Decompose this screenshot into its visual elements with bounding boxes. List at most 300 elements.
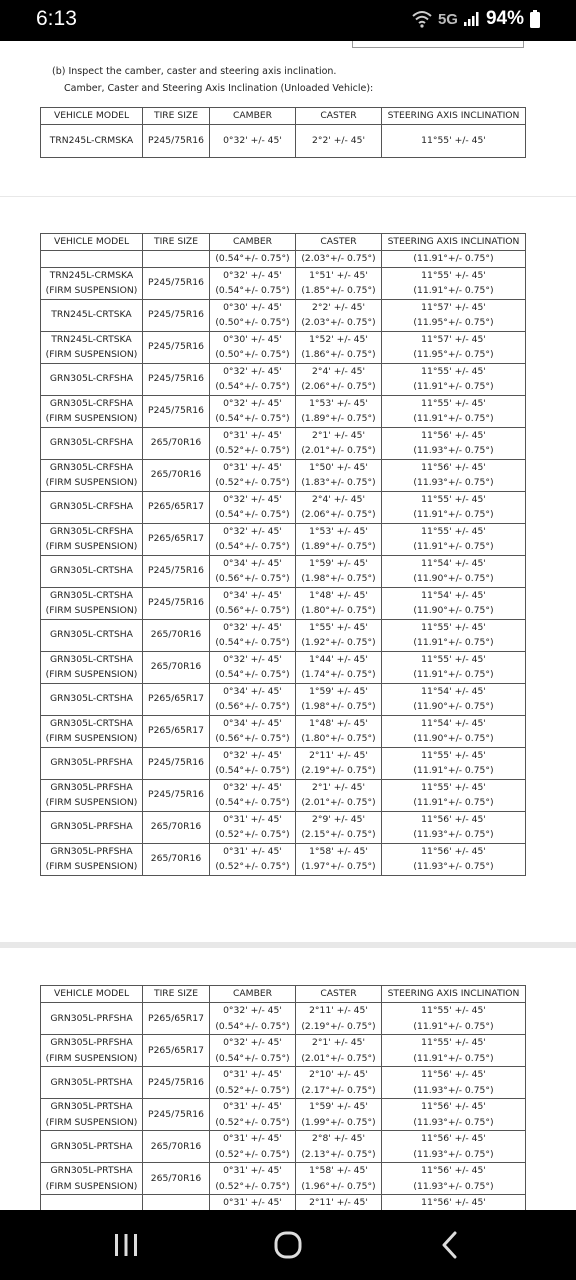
camber-cell-line: 0°32' +/- 45' xyxy=(223,1037,282,1048)
sai-cell-line: 11°56' +/- 45' xyxy=(421,1165,486,1176)
vehicle-model-cell xyxy=(41,251,143,268)
vehicle-model-cell xyxy=(41,651,143,683)
sai-cell-line: 11°55' +/- 45' xyxy=(421,525,486,537)
system-navigation-bar xyxy=(0,1210,576,1280)
camber-cell xyxy=(210,1163,296,1195)
camber-cell-line: (0.52°+/- 0.75°) xyxy=(215,829,290,840)
camber-cell xyxy=(210,395,296,427)
sai-cell-line: (11.93°+/- 0.75°) xyxy=(413,829,494,840)
caster-cell-line: (2.15°+/- 0.75°) xyxy=(301,829,376,840)
caster-cell-line: 1°44' +/- 45' xyxy=(309,653,368,665)
camber-cell xyxy=(210,747,296,779)
sai-cell-line: (11.93°+/- 0.75°) xyxy=(413,1116,494,1128)
vehicle-model-cell-line: GRN305L-CRTSHA xyxy=(50,653,133,665)
document-page-2 xyxy=(0,197,576,942)
tire-size-cell-line: P245/75R16 xyxy=(148,405,204,417)
sai-cell-line: 11°55' +/- 45' xyxy=(421,1037,486,1048)
document-page-3 xyxy=(0,948,576,1210)
camber-cell-line: (0.54°+/- 0.75°) xyxy=(215,509,290,520)
vehicle-model-cell-line: GRN305L-CRTSHA xyxy=(50,565,133,577)
camber-cell-line: 0°34' +/- 45' xyxy=(223,717,282,729)
vehicle-model-cell-line: (FIRM SUSPENSION) xyxy=(45,797,138,808)
caster-cell xyxy=(296,747,382,779)
tire-size-cell-line: P245/75R16 xyxy=(148,277,204,289)
sai-cell xyxy=(382,395,526,427)
vehicle-model-cell-line: (FIRM SUSPENSION) xyxy=(45,477,138,488)
camber-cell xyxy=(210,1195,296,1211)
table-row xyxy=(41,363,526,395)
tire-size-cell xyxy=(143,1067,210,1099)
tire-size-cell-line: P265/65R17 xyxy=(148,533,204,545)
home-button[interactable] xyxy=(268,1228,308,1262)
vehicle-model-cell xyxy=(41,811,143,843)
camber-cell xyxy=(210,299,296,331)
sai-decimal-cell: (11.91°+/- 0.75°) xyxy=(382,251,526,268)
caster-cell-line: (1.98°+/- 0.75°) xyxy=(301,573,376,584)
tire-size-cell xyxy=(143,251,210,268)
sai-cell-line: 11°55' +/- 45' xyxy=(421,269,486,281)
tire-size-cell xyxy=(143,1195,210,1211)
caster-cell-line: (2.17°+/- 0.75°) xyxy=(301,1084,376,1096)
tire-size-cell-line: P245/75R16 xyxy=(148,597,204,609)
tire-size-cell-line: 265/70R16 xyxy=(150,1140,202,1152)
vehicle-model-cell-line: (FIRM SUSPENSION) xyxy=(45,605,138,616)
sai-cell-line: 11°56' +/- 45' xyxy=(421,1069,486,1080)
vehicle-model-cell-line: GRN305L-CRTSHA xyxy=(50,629,133,641)
header-vehicle-model: VEHICLE MODEL xyxy=(41,234,143,251)
sai-cell: 11°55' +/- 45' xyxy=(382,125,526,158)
tire-size-cell xyxy=(143,779,210,811)
caster-cell-line: 1°58' +/- 45' xyxy=(309,1165,368,1176)
caster-cell xyxy=(296,811,382,843)
sai-cell-line: (11.91°+/- 0.75°) xyxy=(413,1020,494,1032)
tire-size-cell xyxy=(143,555,210,587)
table-row xyxy=(41,267,526,299)
header-tire-size: TIRE SIZE xyxy=(143,234,210,251)
tire-size-cell-line: P245/75R16 xyxy=(148,1108,204,1120)
camber-cell xyxy=(210,1099,296,1131)
vehicle-model-cell-line: (FIRM SUSPENSION) xyxy=(45,861,138,872)
vehicle-model-cell xyxy=(41,1067,143,1099)
caster-cell-line: 2°8' +/- 45' xyxy=(312,1133,365,1144)
table-header-row xyxy=(41,234,526,251)
camber-cell-line: 0°31' +/- 45' xyxy=(223,429,282,441)
caster-cell xyxy=(296,587,382,619)
camber-cell-line: (0.52°+/- 0.75°) xyxy=(215,1180,290,1192)
caster-cell-line: (1.99°+/- 0.75°) xyxy=(301,1116,376,1128)
instruction-text: (b) Inspect the camber, caster and steering axis inclination. xyxy=(52,66,337,77)
tire-size-cell xyxy=(143,331,210,363)
header-sai: STEERING AXIS INCLINATION xyxy=(382,108,526,125)
caster-cell xyxy=(296,459,382,491)
vehicle-model-cell xyxy=(41,427,143,459)
home-icon xyxy=(273,1230,303,1260)
camber-cell xyxy=(210,267,296,299)
recent-apps-button[interactable] xyxy=(106,1228,146,1262)
vehicle-model-cell-line: (FIRM SUSPENSION) xyxy=(45,1052,138,1064)
sai-cell-line: 11°54' +/- 45' xyxy=(421,557,486,569)
sai-cell-line: (11.91°+/- 0.75°) xyxy=(413,637,494,648)
camber-cell-line: (0.54°+/- 0.75°) xyxy=(215,797,290,808)
camber-cell-line: (0.54°+/- 0.75°) xyxy=(215,669,290,680)
caster-cell-line: 1°52' +/- 45' xyxy=(309,333,368,345)
caster-cell-line: (1.86°+/- 0.75°) xyxy=(301,349,376,360)
caster-cell-line: (1.80°+/- 0.75°) xyxy=(301,605,376,616)
sai-cell-line: 11°56' +/- 45' xyxy=(421,1133,486,1144)
camber-cell xyxy=(210,1131,296,1163)
sai-cell xyxy=(382,363,526,395)
camber-cell-line: (0.56°+/- 0.75°) xyxy=(215,733,290,744)
alignment-table-2 xyxy=(40,233,526,876)
table-row-continued xyxy=(41,251,526,268)
header-caster: CASTER xyxy=(296,108,382,125)
vehicle-model-cell-line: (FIRM SUSPENSION) xyxy=(45,349,138,360)
table-row xyxy=(41,331,526,363)
caster-cell xyxy=(296,427,382,459)
battery-icon xyxy=(530,10,540,28)
table-row xyxy=(41,811,526,843)
sai-cell-line: (11.91°+/- 0.75°) xyxy=(413,1052,494,1064)
vehicle-model-cell xyxy=(41,1035,143,1067)
tire-size-cell xyxy=(143,715,210,747)
sai-cell-line: 11°56' +/- 45' xyxy=(421,429,486,441)
vehicle-model-cell xyxy=(41,843,143,875)
caster-cell-line: 1°51' +/- 45' xyxy=(309,269,368,281)
camber-cell xyxy=(210,491,296,523)
caster-cell-line: 2°11' +/- 45' xyxy=(309,1005,368,1016)
vehicle-model-cell xyxy=(41,1163,143,1195)
tire-size-cell xyxy=(143,1035,210,1067)
camber-cell-line: (0.54°+/- 0.75°) xyxy=(215,765,290,776)
sai-cell-line: 11°55' +/- 45' xyxy=(421,1005,486,1016)
caster-cell xyxy=(296,1035,382,1067)
camber-cell-line: 0°34' +/- 45' xyxy=(223,557,282,569)
caster-cell-line: (2.01°+/- 0.75°) xyxy=(301,797,376,808)
tire-size-cell-line: P265/65R17 xyxy=(148,501,204,513)
table-row xyxy=(41,523,526,555)
sai-cell xyxy=(382,1003,526,1035)
table-row xyxy=(41,587,526,619)
camber-cell-line: (0.50°+/- 0.75°) xyxy=(215,317,290,328)
camber-cell-line: 0°31' +/- 45' xyxy=(223,1197,282,1208)
camber-cell xyxy=(210,1003,296,1035)
vehicle-model-cell-line: (FIRM SUSPENSION) xyxy=(45,669,138,680)
camber-cell-line: 0°31' +/- 45' xyxy=(223,1133,282,1144)
tire-size-cell xyxy=(143,1099,210,1131)
caster-cell-line: (1.98°+/- 0.75°) xyxy=(301,701,376,712)
vehicle-model-cell xyxy=(41,555,143,587)
vehicle-model-cell-line: (FIRM SUSPENSION) xyxy=(45,541,138,552)
sai-cell-line: 11°56' +/- 45' xyxy=(421,813,486,825)
sai-cell xyxy=(382,683,526,715)
table-row xyxy=(41,459,526,491)
sai-cell-line: 11°55' +/- 45' xyxy=(421,397,486,409)
caster-decimal-cell: (2.03°+/- 0.75°) xyxy=(296,251,382,268)
sai-cell-line: (11.90°+/- 0.75°) xyxy=(413,605,494,616)
tire-size-cell-line: P245/75R16 xyxy=(148,565,204,577)
sai-cell xyxy=(382,843,526,875)
tire-size-cell-line: 265/70R16 xyxy=(150,821,202,833)
vehicle-model-cell xyxy=(41,1131,143,1163)
camber-cell-line: 0°32' +/- 45' xyxy=(223,525,282,537)
tire-size-cell xyxy=(143,363,210,395)
camber-cell xyxy=(210,779,296,811)
camber-cell xyxy=(210,1035,296,1067)
caster-cell-line: 1°53' +/- 45' xyxy=(309,525,368,537)
sai-cell xyxy=(382,331,526,363)
vehicle-model-cell-line: GRN305L-PRTSHA xyxy=(50,1076,133,1088)
caster-cell-line: (1.74°+/- 0.75°) xyxy=(301,669,376,680)
sai-cell xyxy=(382,1131,526,1163)
camber-cell-line: 0°31' +/- 45' xyxy=(223,813,282,825)
sai-cell xyxy=(382,555,526,587)
caster-cell-line: 1°53' +/- 45' xyxy=(309,397,368,409)
caster-cell-line: (2.01°+/- 0.75°) xyxy=(301,445,376,456)
tire-size-cell-line: P245/75R16 xyxy=(148,309,204,321)
table-row xyxy=(41,1163,526,1195)
vehicle-model-cell xyxy=(41,267,143,299)
camber-cell-line: (0.52°+/- 0.75°) xyxy=(215,861,290,872)
caster-cell-line: 1°58' +/- 45' xyxy=(309,845,368,857)
table-header-row xyxy=(41,108,526,125)
table-row xyxy=(41,683,526,715)
camber-cell-line: 0°34' +/- 45' xyxy=(223,589,282,601)
caster-cell xyxy=(296,363,382,395)
sai-cell-line: (11.91°+/- 0.75°) xyxy=(413,381,494,392)
caster-cell xyxy=(296,651,382,683)
tire-size-cell: P245/75R16 xyxy=(143,125,210,158)
sai-cell-line: 11°55' +/- 45' xyxy=(421,365,486,377)
caster-cell xyxy=(296,619,382,651)
caster-cell xyxy=(296,491,382,523)
sai-cell-line: 11°55' +/- 45' xyxy=(421,621,486,633)
back-button[interactable] xyxy=(430,1228,470,1262)
vehicle-model-cell-line: GRN305L-CRFSHA xyxy=(49,461,134,473)
caster-cell xyxy=(296,555,382,587)
sai-cell-line: 11°54' +/- 45' xyxy=(421,685,486,697)
camber-cell xyxy=(210,651,296,683)
vehicle-model-cell xyxy=(41,715,143,747)
camber-cell xyxy=(210,427,296,459)
table-row xyxy=(41,1035,526,1067)
sai-cell-line: 11°55' +/- 45' xyxy=(421,653,486,665)
caster-cell-line: 2°4' +/- 45' xyxy=(312,365,365,377)
caster-cell xyxy=(296,299,382,331)
camber-cell-line: 0°32' +/- 45' xyxy=(223,397,282,409)
tire-size-cell xyxy=(143,1003,210,1035)
vehicle-model-cell xyxy=(41,747,143,779)
camber-cell-line: 0°32' +/- 45' xyxy=(223,493,282,505)
caster-cell-line: (2.06°+/- 0.75°) xyxy=(301,381,376,392)
tire-size-cell xyxy=(143,651,210,683)
sai-cell-line: 11°57' +/- 45' xyxy=(421,333,486,345)
vehicle-model-cell-line: (FIRM SUSPENSION) xyxy=(45,1116,138,1128)
camber-cell-line: (0.52°+/- 0.75°) xyxy=(215,1148,290,1160)
camber-cell-line: 0°32' +/- 45' xyxy=(223,749,282,761)
vehicle-model-cell-line: GRN305L-PRFSHA xyxy=(50,781,133,793)
camber-cell: 0°32' +/- 45' xyxy=(210,125,296,158)
vehicle-model-cell-line: GRN305L-CRFSHA xyxy=(49,397,134,409)
camber-cell-line: 0°30' +/- 45' xyxy=(223,301,282,313)
tire-size-cell-line: P265/65R17 xyxy=(148,693,204,705)
camber-cell-line: 0°31' +/- 45' xyxy=(223,1101,282,1112)
camber-cell-line: 0°32' +/- 45' xyxy=(223,365,282,377)
tire-size-cell xyxy=(143,1131,210,1163)
sai-cell xyxy=(382,299,526,331)
table-row xyxy=(41,1131,526,1163)
vehicle-model-cell-line: TRN245L-CRTSKA xyxy=(51,333,132,345)
vehicle-model-cell-line: GRN305L-PRFSHA xyxy=(50,821,133,833)
caster-cell-line: 1°55' +/- 45' xyxy=(309,621,368,633)
vehicle-model-cell-line: GRN305L-CRFSHA xyxy=(49,437,134,449)
caster-cell-line: 2°1' +/- 45' xyxy=(312,1037,365,1048)
tire-size-cell-line: 265/70R16 xyxy=(150,629,202,641)
back-icon xyxy=(440,1231,460,1259)
sai-cell xyxy=(382,651,526,683)
vehicle-model-cell xyxy=(41,587,143,619)
sai-cell xyxy=(382,1195,526,1211)
sai-cell xyxy=(382,523,526,555)
sai-cell-line: 11°56' +/- 45' xyxy=(421,1197,486,1208)
tire-size-cell-line: 265/70R16 xyxy=(150,853,202,865)
table-row xyxy=(41,299,526,331)
sai-cell-line: (11.93°+/- 0.75°) xyxy=(413,477,494,488)
vehicle-model-cell xyxy=(41,1195,143,1211)
sai-cell-line: (11.93°+/- 0.75°) xyxy=(413,1180,494,1192)
vehicle-model-cell xyxy=(41,363,143,395)
camber-cell-line: (0.52°+/- 0.75°) xyxy=(215,1116,290,1128)
camber-cell-line: (0.54°+/- 0.75°) xyxy=(215,541,290,552)
caster-cell: 2°2' +/- 45' xyxy=(296,125,382,158)
caster-cell-line: (1.97°+/- 0.75°) xyxy=(301,861,376,872)
status-bar xyxy=(0,0,576,41)
caster-cell xyxy=(296,395,382,427)
camber-cell-line: (0.54°+/- 0.75°) xyxy=(215,413,290,424)
camber-cell-line: (0.54°+/- 0.75°) xyxy=(215,285,290,296)
caster-cell xyxy=(296,1131,382,1163)
vehicle-model-cell-line: GRN305L-CRFSHA xyxy=(49,525,134,537)
sai-cell xyxy=(382,779,526,811)
table-row xyxy=(41,395,526,427)
tire-size-cell xyxy=(143,395,210,427)
vehicle-model-cell-line: GRN305L-PRTSHA xyxy=(50,1165,133,1176)
vehicle-model-cell-line: GRN305L-PRTSHA xyxy=(50,1140,133,1152)
camber-decimal-cell: (0.54°+/- 0.75°) xyxy=(210,251,296,268)
caster-cell-line: 1°48' +/- 45' xyxy=(309,589,368,601)
vehicle-model-cell xyxy=(41,331,143,363)
caster-cell-line: (1.92°+/- 0.75°) xyxy=(301,637,376,648)
vehicle-model-cell-line: GRN305L-CRTSHA xyxy=(50,589,133,601)
table-row xyxy=(41,843,526,875)
sai-cell-line: (11.91°+/- 0.75°) xyxy=(413,765,494,776)
vehicle-model-cell-line: GRN305L-CRFSHA xyxy=(49,373,134,385)
camber-cell xyxy=(210,811,296,843)
sai-cell-line: 11°55' +/- 45' xyxy=(421,749,486,761)
sai-cell xyxy=(382,1035,526,1067)
header-camber: CAMBER xyxy=(210,234,296,251)
caster-cell-line: (1.85°+/- 0.75°) xyxy=(301,285,376,296)
tire-size-cell xyxy=(143,747,210,779)
caster-cell xyxy=(296,1195,382,1211)
caster-cell xyxy=(296,331,382,363)
caster-cell-line: 2°2' +/- 45' xyxy=(312,301,365,313)
vehicle-model-cell xyxy=(41,683,143,715)
tire-size-cell-line: 265/70R16 xyxy=(150,1172,202,1184)
caster-cell-line: (1.80°+/- 0.75°) xyxy=(301,733,376,744)
alignment-table-3 xyxy=(40,985,526,1210)
camber-cell-line: 0°32' +/- 45' xyxy=(223,653,282,665)
sai-cell xyxy=(382,267,526,299)
caster-cell-line: 2°9' +/- 45' xyxy=(312,813,365,825)
caster-cell-line: 2°4' +/- 45' xyxy=(312,493,365,505)
caster-cell-line: (1.83°+/- 0.75°) xyxy=(301,477,376,488)
caster-cell-line: (2.19°+/- 0.75°) xyxy=(301,1020,376,1032)
sai-cell-line: 11°54' +/- 45' xyxy=(421,717,486,729)
header-tire-size: TIRE SIZE xyxy=(143,986,210,1003)
camber-cell xyxy=(210,587,296,619)
sai-cell-line: 11°56' +/- 45' xyxy=(421,845,486,857)
caster-cell-line: (1.96°+/- 0.75°) xyxy=(301,1180,376,1192)
vehicle-model-cell-line: GRN305L-CRTSHA xyxy=(50,693,133,705)
caster-cell-line: (2.19°+/- 0.75°) xyxy=(301,765,376,776)
battery-percent: 94% xyxy=(485,8,524,29)
tire-size-cell xyxy=(143,299,210,331)
camber-cell xyxy=(210,523,296,555)
caster-cell-line: (2.06°+/- 0.75°) xyxy=(301,509,376,520)
camber-cell xyxy=(210,555,296,587)
sai-cell-line: (11.91°+/- 0.75°) xyxy=(413,541,494,552)
tire-size-cell-line: P245/75R16 xyxy=(148,341,204,353)
caster-cell-line: 1°59' +/- 45' xyxy=(309,685,368,697)
caster-cell-line: 2°1' +/- 45' xyxy=(312,781,365,793)
vehicle-model-cell xyxy=(41,1099,143,1131)
sai-cell-line: 11°55' +/- 45' xyxy=(421,781,486,793)
tire-size-cell xyxy=(143,619,210,651)
camber-cell xyxy=(210,619,296,651)
camber-cell-line: (0.50°+/- 0.75°) xyxy=(215,349,290,360)
table-row xyxy=(41,1003,526,1035)
sai-cell-line: (11.90°+/- 0.75°) xyxy=(413,701,494,712)
caster-cell-line: 2°11' +/- 45' xyxy=(309,1197,368,1208)
sai-cell xyxy=(382,427,526,459)
vehicle-model-cell-line: GRN305L-PRFSHA xyxy=(50,757,133,769)
table-row xyxy=(41,1099,526,1131)
sai-cell-line: (11.93°+/- 0.75°) xyxy=(413,1084,494,1096)
caster-cell-line: 2°11' +/- 45' xyxy=(309,749,368,761)
table-row xyxy=(41,555,526,587)
vehicle-model-cell-line: GRN305L-PRFSHA xyxy=(50,1037,133,1048)
sai-cell xyxy=(382,811,526,843)
tire-size-cell xyxy=(143,459,210,491)
clock: 6:13 xyxy=(36,7,77,30)
header-vehicle-model: VEHICLE MODEL xyxy=(41,986,143,1003)
vehicle-model-cell-line: GRN305L-CRFSHA xyxy=(49,501,134,513)
sai-cell-line: (11.91°+/- 0.75°) xyxy=(413,509,494,520)
table-row xyxy=(41,651,526,683)
caster-cell xyxy=(296,843,382,875)
camber-cell xyxy=(210,363,296,395)
header-camber: CAMBER xyxy=(210,986,296,1003)
sai-cell xyxy=(382,587,526,619)
table-row xyxy=(41,619,526,651)
camber-cell xyxy=(210,331,296,363)
tire-size-cell xyxy=(143,683,210,715)
sai-cell-line: (11.93°+/- 0.75°) xyxy=(413,445,494,456)
caster-cell xyxy=(296,523,382,555)
table-row xyxy=(41,1195,526,1211)
vehicle-model-cell-line: TRN245L-CRMSKA xyxy=(49,269,134,281)
sai-cell-line: 11°56' +/- 45' xyxy=(421,461,486,473)
